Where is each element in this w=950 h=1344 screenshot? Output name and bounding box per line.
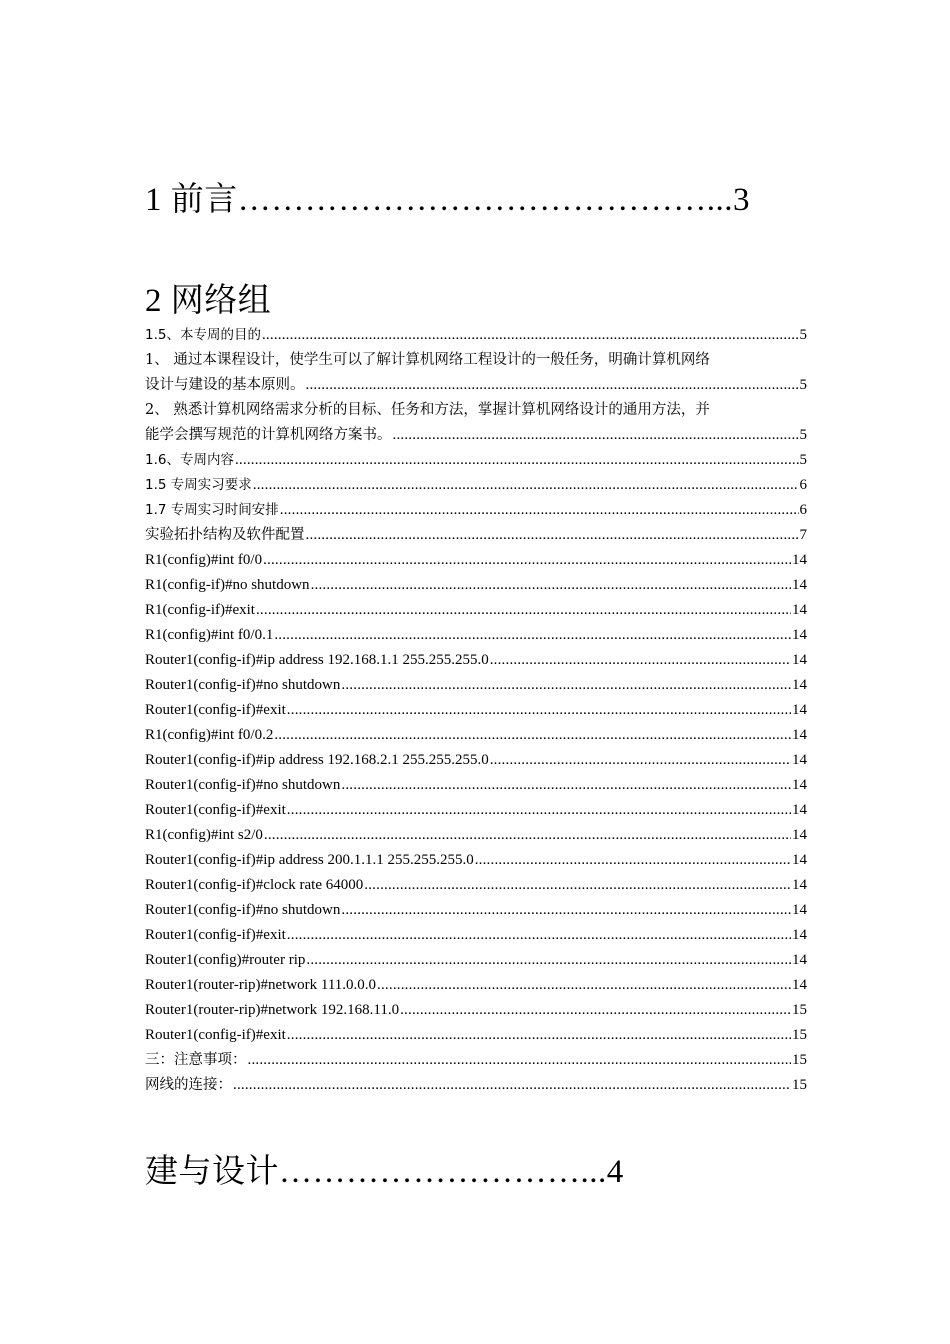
table-of-contents (145, 323, 807, 1098)
dot-leader (341, 673, 791, 698)
dot-leader (233, 1073, 791, 1098)
toc-entry[interactable] (145, 998, 807, 1023)
toc-entry-label: Router1(router-rip)#network 111.0.0.0 (145, 977, 377, 993)
toc-page-number: 14 (792, 852, 807, 868)
toc-page-number: 14 (792, 602, 807, 618)
toc-entry-label: Router1(config-if)#exit (145, 702, 286, 718)
toc-entry-label: Router1(config-if)#ip address 192.168.2.1 255.255.255.0 (145, 752, 489, 768)
toc-page-number: 14 (792, 877, 807, 893)
toc-entry[interactable] (145, 348, 807, 398)
toc-entry[interactable] (145, 748, 807, 773)
toc-entry-label: Router1(router-rip)#network 192.168.11.0 (145, 1002, 400, 1018)
toc-page-number: 5 (799, 377, 807, 393)
toc-page-number: 14 (792, 552, 807, 568)
toc-entry[interactable] (145, 673, 807, 698)
toc-entry-label: Router1(config-if)#ip address 192.168.1.1 255.255.255.0 (145, 652, 489, 668)
dot-leader (306, 948, 791, 973)
toc-entry-label: Router1(config-if)#no shutdown (145, 677, 341, 693)
toc-entry[interactable] (145, 473, 807, 498)
toc-entry[interactable] (145, 498, 807, 523)
toc-entry-label: 1.5 专周实习要求 (145, 477, 252, 493)
toc-entry[interactable] (145, 1048, 807, 1073)
toc-entry[interactable] (145, 1073, 807, 1098)
toc-page-number: 14 (792, 577, 807, 593)
toc-page-number: 14 (792, 727, 807, 743)
toc-entry-label: R1(config)#int f0/0 (145, 552, 263, 568)
toc-page-number: 15 (792, 1077, 807, 1093)
toc-entry-label: 实验拓扑结构及软件配置 (145, 527, 305, 543)
toc-page-number: 6 (799, 502, 807, 518)
toc-page-number: 15 (792, 1052, 807, 1068)
toc-entry-label: 1.5、本专周的目的 (145, 327, 261, 343)
dot-leader (248, 1048, 792, 1073)
toc-entry-label: Router1(config-if)#no shutdown (145, 777, 341, 793)
toc-page-number: 15 (792, 1002, 807, 1018)
toc-entry[interactable] (145, 1023, 807, 1048)
toc-page-number: 5 (799, 452, 807, 468)
toc-entry[interactable] (145, 723, 807, 748)
toc-entry[interactable] (145, 648, 807, 673)
toc-entry-label: Router1(config-if)#exit (145, 802, 286, 818)
toc-entry-label: 1.6、专周内容 (145, 452, 234, 468)
dot-leader (490, 648, 791, 673)
dot-leader (306, 523, 799, 548)
toc-entry[interactable] (145, 973, 807, 998)
toc-page-number: 15 (792, 1027, 807, 1043)
toc-entry[interactable] (145, 923, 807, 948)
toc-entry[interactable] (145, 623, 807, 648)
dot-leader (253, 473, 799, 498)
dot-leader (341, 773, 791, 798)
toc-entry[interactable] (145, 398, 807, 448)
toc-page-number: 14 (792, 652, 807, 668)
toc-page-number: 14 (792, 902, 807, 918)
toc-page-number: 14 (792, 702, 807, 718)
toc-entry-label: Router1(config-if)#no shutdown (145, 902, 341, 918)
toc-entry[interactable] (145, 798, 807, 823)
toc-entry[interactable] (145, 898, 807, 923)
toc-entry-label: Router1(config-if)#exit (145, 927, 286, 943)
dot-leader (274, 623, 791, 648)
toc-page-number: 14 (792, 777, 807, 793)
dot-leader (377, 973, 791, 998)
dot-leader (306, 373, 799, 398)
toc-entry[interactable] (145, 823, 807, 848)
toc-entry-label: 能学会撰写规范的计算机网络方案书。 (145, 427, 392, 443)
dot-leader (287, 698, 791, 723)
toc-page-number: 14 (792, 927, 807, 943)
dot-leader (263, 548, 791, 573)
dot-leader (287, 1023, 791, 1048)
toc-entry[interactable] (145, 448, 807, 473)
toc-entry[interactable] (145, 548, 807, 573)
toc-page-number: 14 (792, 752, 807, 768)
toc-entry-label: R1(config)#int f0/0.1 (145, 627, 274, 643)
dot-leader (264, 823, 791, 848)
toc-entry-label: Router1(config-if)#clock rate 64000 (145, 877, 364, 893)
toc-page-number: 14 (792, 627, 807, 643)
toc-page-number: 6 (799, 477, 807, 493)
dot-leader (287, 798, 791, 823)
toc-entry[interactable] (145, 773, 807, 798)
toc-entry-label: R1(config)#int s2/0 (145, 827, 263, 843)
dot-leader (256, 598, 791, 623)
toc-page-number: 14 (792, 677, 807, 693)
toc-entry-label-line1: 1、 通过本课程设计，使学生可以了解计算机网络工程设计的一般任务，明确计算机网络 (145, 352, 710, 368)
toc-entry-label: Router1(config-if)#exit (145, 1027, 286, 1043)
dot-leader (274, 723, 791, 748)
toc-entry-label: 三：注意事项： (145, 1052, 247, 1068)
dot-leader (490, 748, 791, 773)
toc-heading-network[interactable]: 2 网络组 (145, 283, 272, 319)
toc-page-number: 5 (799, 427, 807, 443)
toc-entry-label: 设计与建设的基本原则。 (145, 377, 305, 393)
toc-entry-label: 网线的连接： (145, 1077, 232, 1093)
dot-leader (341, 898, 791, 923)
toc-entry[interactable] (145, 848, 807, 873)
toc-entry[interactable] (145, 698, 807, 723)
dot-leader (287, 923, 791, 948)
dot-leader (393, 423, 799, 448)
toc-entry-label: R1(config-if)#exit (145, 602, 255, 618)
toc-entry-label-line1: 2、 熟悉计算机网络需求分析的目标、任务和方法，掌握计算机网络设计的通用方法，并 (145, 402, 710, 418)
dot-leader (364, 873, 791, 898)
toc-entry[interactable] (145, 948, 807, 973)
dot-leader (311, 573, 791, 598)
dot-leader (262, 323, 799, 348)
toc-heading-preface[interactable]: 1 前言……………………………………...3 (145, 182, 750, 218)
dot-leader (280, 498, 799, 523)
toc-page-number: 14 (792, 977, 807, 993)
toc-entry[interactable] (145, 573, 807, 598)
toc-page-number: 14 (792, 952, 807, 968)
toc-entry[interactable] (145, 873, 807, 898)
toc-entry-label: Router1(config-if)#ip address 200.1.1.1 255.255.255.0 (145, 852, 474, 868)
toc-entry[interactable] (145, 323, 807, 348)
toc-entry-label: Router1(config)#router rip (145, 952, 306, 968)
toc-entry[interactable] (145, 523, 807, 548)
toc-entry[interactable] (145, 598, 807, 623)
toc-entry-label: R1(config)#int f0/0.2 (145, 727, 274, 743)
dot-leader (400, 998, 791, 1023)
toc-entry-label: R1(config-if)#no shutdown (145, 577, 310, 593)
toc-page-number: 14 (792, 827, 807, 843)
dot-leader (475, 848, 791, 873)
toc-page-number: 5 (799, 327, 807, 343)
toc-heading-design[interactable]: 建与设计………………………...4 (145, 1154, 624, 1190)
toc-page-number: 14 (792, 802, 807, 818)
toc-entry-label: 1.7 专周实习时间安排 (145, 502, 279, 518)
dot-leader (235, 448, 799, 473)
toc-page-number: 7 (799, 527, 807, 543)
